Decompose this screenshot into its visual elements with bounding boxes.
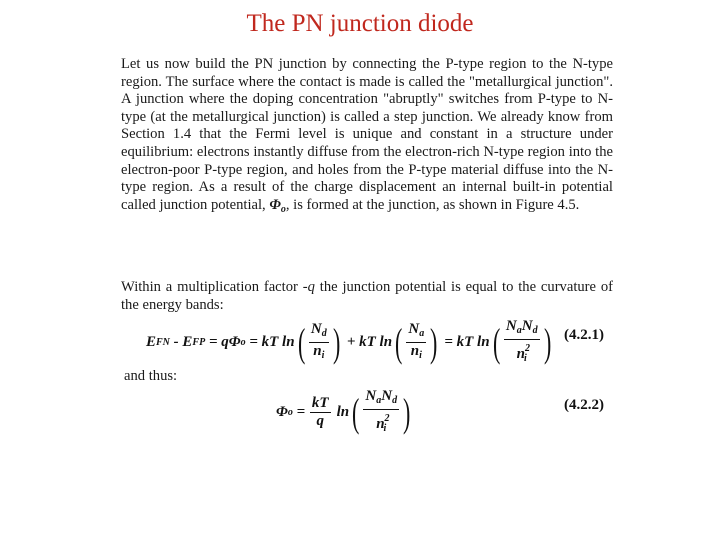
paragraph-pn-junction — [121, 56, 613, 218]
fraction-nand-over-ni2: ( $\frac{N_aN_d}{n^2_i}$ ) — [352, 388, 411, 435]
paragraph-multiplication-factor — [121, 279, 613, 314]
paragraph-text: Within a multiplication factor — [121, 279, 298, 295]
paragraph-text: the junction potential is equal to the curvature of the energy bands: — [121, 279, 614, 313]
fraction-kt-over-q: $\frac{kT}{q}$ — [311, 395, 329, 429]
fraction-nand-over-ni2: ( $\frac{N_aN_d}{n^2_i}$ ) — [492, 318, 551, 365]
factor-symbol: -q — [302, 279, 315, 295]
equation-number-4-2-2: (4.2.2) — [564, 397, 604, 413]
and-thus-text: and thus: — [124, 368, 178, 384]
paragraph-text: , is formed at the junction, as shown in Figure 4.5. — [285, 196, 580, 213]
equation-4-2-1: E FN - E FP = qΦ o = kT ln ( $\frac{N_d}{n_i}$ ) + kT ln ( $\frac{N_a}{n_i}$ ) = kT ln ( $\frac{N_aN_d}{n^2_i}$ ) — [146, 318, 554, 367]
fraction-nd-over-ni: ( $\frac{N_d}{n_i}$ ) — [297, 319, 341, 365]
equation-4-2-2: Φ o = $\frac{kT}{q}$ ln ( $\frac{N_aN_d}{n^2_i}$ ) — [276, 388, 413, 437]
paragraph-text: Let us now build the PN junction by connecting the P-type region to the N-type region. The surface where the contact is made is called the "metallurgical junction". A junction where the doping concentration "abruptly" switches from P-type to N-type (at the metallurgical junction) is called a step junction. We already know from Section 1.4 that the Fermi level is unique and constant in a structure under equilibrium: electrons instantly diffuse from the electron-rich N-type region into the electron-poor P-type region, and holes from the P-type material diffuse into the N-type region. As a result of the charge displacement an internal built-in potential called junction potential, — [121, 56, 613, 213]
fraction-na-over-ni: ( $\frac{N_a}{n_i}$ ) — [395, 319, 438, 365]
equation-number-4-2-1: (4.2.1) — [564, 327, 604, 343]
junction-potential-symbol: $\Phi_o$ — [269, 196, 286, 215]
slide-title: The PN junction diode — [246, 10, 474, 37]
